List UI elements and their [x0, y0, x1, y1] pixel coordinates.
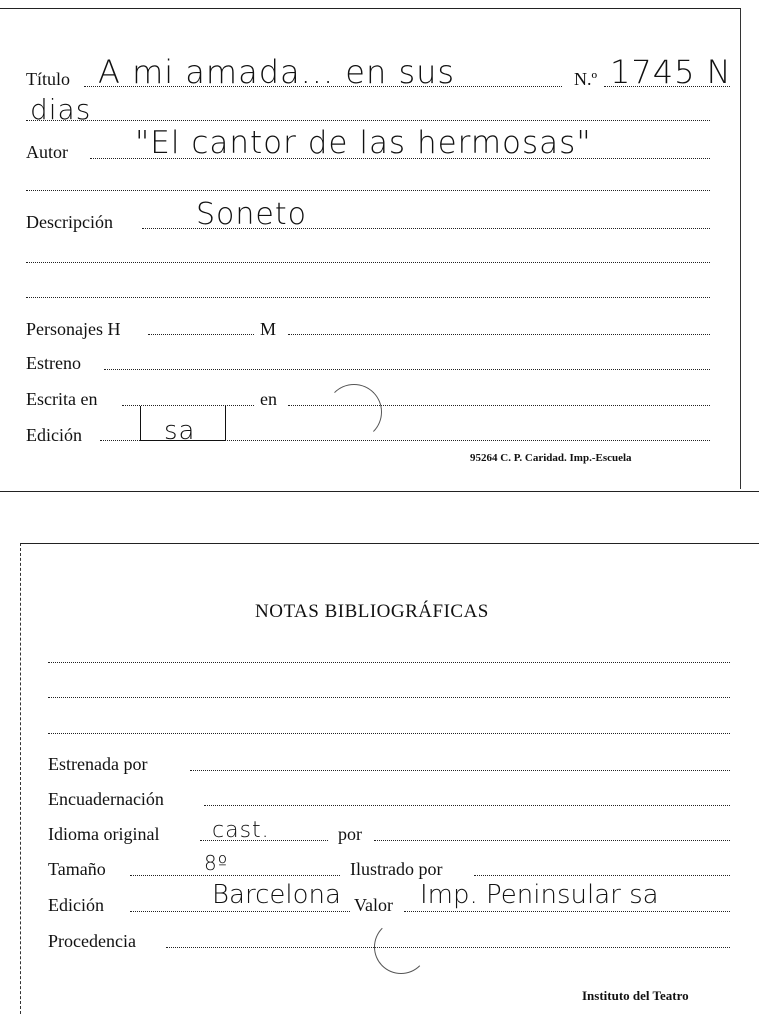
- autor-label: Autor: [26, 142, 68, 162]
- edicion-handwritten: sa: [164, 416, 196, 446]
- procedencia-line: [166, 947, 730, 948]
- encuadernacion-label: Encuadernación: [48, 789, 164, 809]
- notas-line-1: [48, 662, 730, 663]
- autor-handwritten: "El cantor de las hermosas": [135, 125, 592, 161]
- estreno-line: [104, 369, 710, 370]
- titulo-handwritten: A mi amada... en sus: [98, 53, 456, 91]
- edicion-back-line: [130, 911, 350, 912]
- institution-footer: Instituto del Teatro: [582, 988, 689, 1003]
- titulo-label: Título: [26, 69, 70, 89]
- edicion-label: Edición: [26, 425, 82, 445]
- edicion-back-label: Edición: [48, 895, 104, 915]
- idioma-handwritten: cast.: [212, 818, 270, 843]
- numero-label: N.º: [574, 69, 598, 89]
- ilustrado-por-label: Ilustrado por: [350, 859, 443, 879]
- ilustrado-por-line: [474, 875, 730, 876]
- titulo-line-2: [26, 120, 710, 121]
- edicion-back-handwritten: Barcelona: [212, 880, 341, 910]
- personajes-label: Personajes H: [26, 319, 121, 339]
- punch-hole-mark: [326, 384, 382, 440]
- printer-imprint: 95264 C. P. Caridad. Imp.-Escuela: [470, 452, 632, 464]
- valor-line: [404, 911, 730, 912]
- tamano-line: [130, 875, 340, 876]
- procedencia-label: Procedencia: [48, 931, 136, 951]
- estrenada-por-label: Estrenada por: [48, 754, 148, 774]
- por-label: por: [338, 824, 362, 844]
- numero-handwritten: 1745 N: [610, 53, 732, 91]
- escrita-en-label: Escrita en: [26, 389, 98, 409]
- descripcion-label: Descripción: [26, 212, 113, 232]
- estreno-label: Estreno: [26, 353, 81, 373]
- card-front-bottom-edge: [0, 491, 759, 492]
- valor-handwritten: Imp. Peninsular sa: [420, 880, 659, 910]
- titulo-handwritten-2: dias: [30, 93, 92, 126]
- notas-heading: NOTAS BIBLIOGRÁFICAS: [255, 601, 489, 622]
- notas-line-3: [48, 733, 730, 734]
- autor-line-2: [26, 190, 710, 191]
- descripcion-line-2: [26, 262, 710, 263]
- personajes-h-line: [148, 334, 254, 335]
- personajes-m-label: M: [260, 319, 277, 339]
- punch-hole-mark-back: [374, 920, 428, 974]
- escrita-en-2-label: en: [260, 389, 277, 409]
- encuadernacion-line: [204, 805, 730, 806]
- descripcion-handwritten: Soneto: [196, 197, 307, 232]
- estrenada-por-line: [190, 770, 730, 771]
- descripcion-line-3: [26, 297, 710, 298]
- valor-label: Valor: [354, 895, 393, 915]
- personajes-m-line: [288, 334, 710, 335]
- tamano-label: Tamaño: [48, 859, 106, 879]
- notas-line-2: [48, 697, 730, 698]
- tamano-handwritten: 8º: [204, 851, 229, 875]
- por-line: [374, 840, 730, 841]
- idioma-original-label: Idioma original: [48, 824, 160, 844]
